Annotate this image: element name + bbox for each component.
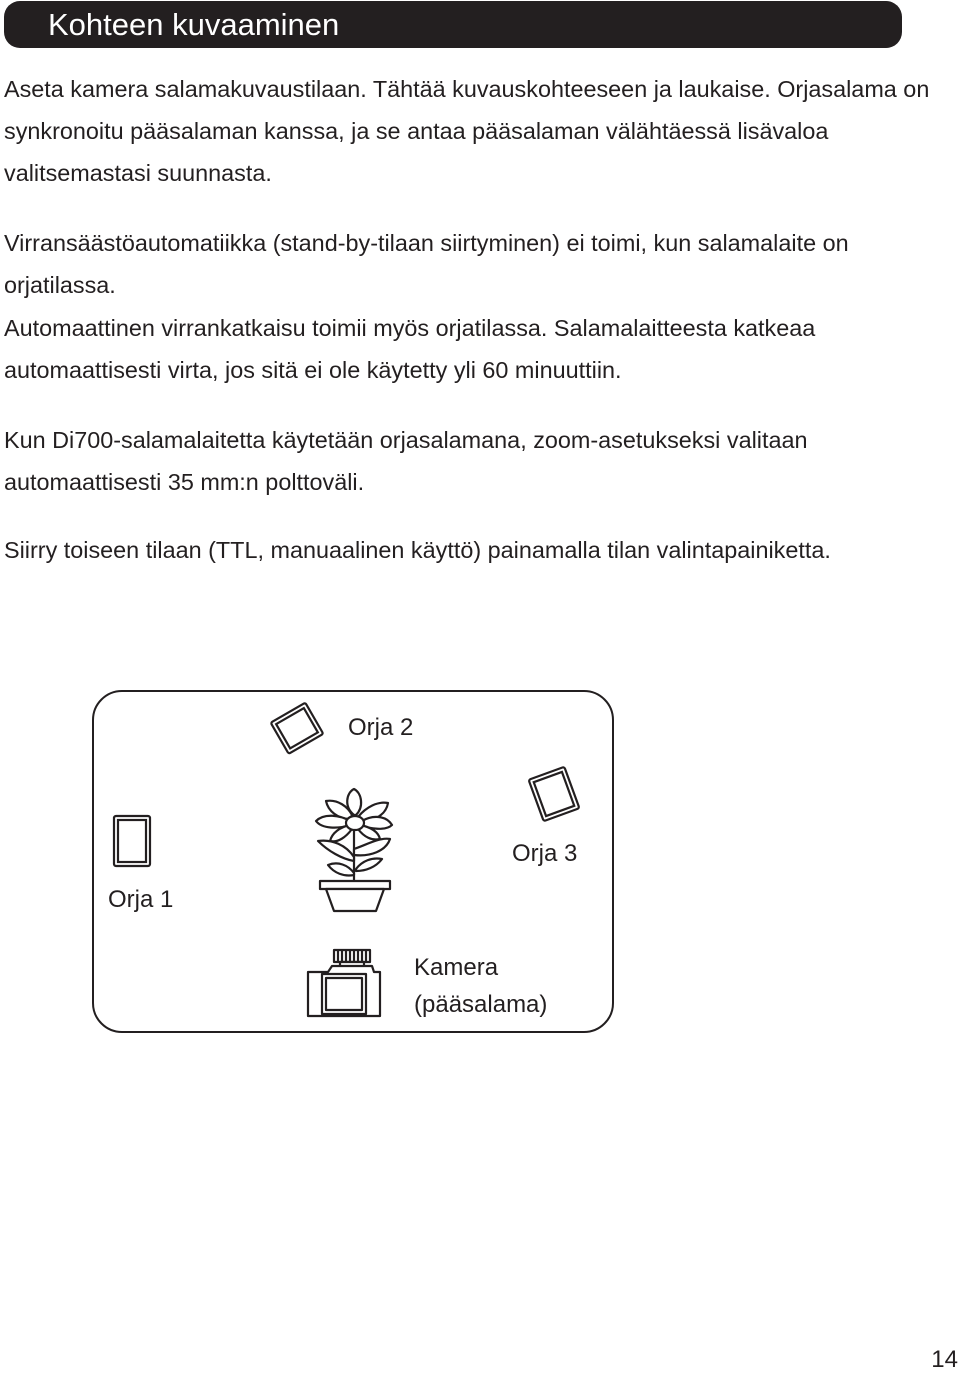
- slave-flash-icon: [522, 758, 586, 830]
- label-orja-1: Orja 1: [108, 886, 174, 913]
- label-kamera: Kamera: [414, 954, 499, 981]
- section-header: [4, 1, 902, 48]
- paragraph-standby: Virransäästöautomatiikka (stand-by-tilaan siirtyminen) ei toimi, kun salamalaite on orjatilassa.: [4, 230, 849, 298]
- label-orja-3: Orja 3: [512, 840, 578, 867]
- label-paasalama: (pääsalama): [414, 991, 548, 1018]
- slave-flash-icon: [108, 810, 156, 870]
- camera-icon: [300, 946, 384, 1022]
- page-title: Kohteen kuvaaminen: [48, 7, 340, 42]
- page-number: 14: [931, 1346, 958, 1373]
- plant-icon: [300, 785, 412, 917]
- paragraph-auto-off: Automaattinen virrankatkaisu toimii myös orjatilassa. Salamalaitteesta katkeaa automaattisesti virta, jos sitä ei ole käytetty yli 60 minuuttiin.: [4, 315, 816, 383]
- paragraph-zoom: Kun Di700-salamalaitetta käytetään orjasalamana, zoom-asetukseksi valitaan automaattisesti 35 mm:n polttoväli.: [4, 427, 808, 495]
- paragraph-mode-switch: Siirry toiseen tilaan (TTL, manuaalinen käyttö) painamalla tilan valintapainiketta.: [4, 537, 831, 563]
- label-orja-2: Orja 2: [348, 714, 414, 741]
- paragraph-intro: Aseta kamera salamakuvaustilaan. Tähtää kuvauskohteeseen ja laukaise. Orjasalama on synkronoitu pääsalaman kanssa, ja se antaa pääsalaman välähtäessä lisävaloa valitsemastasi suunnasta.: [4, 76, 930, 186]
- slave-flash-icon: [262, 697, 334, 763]
